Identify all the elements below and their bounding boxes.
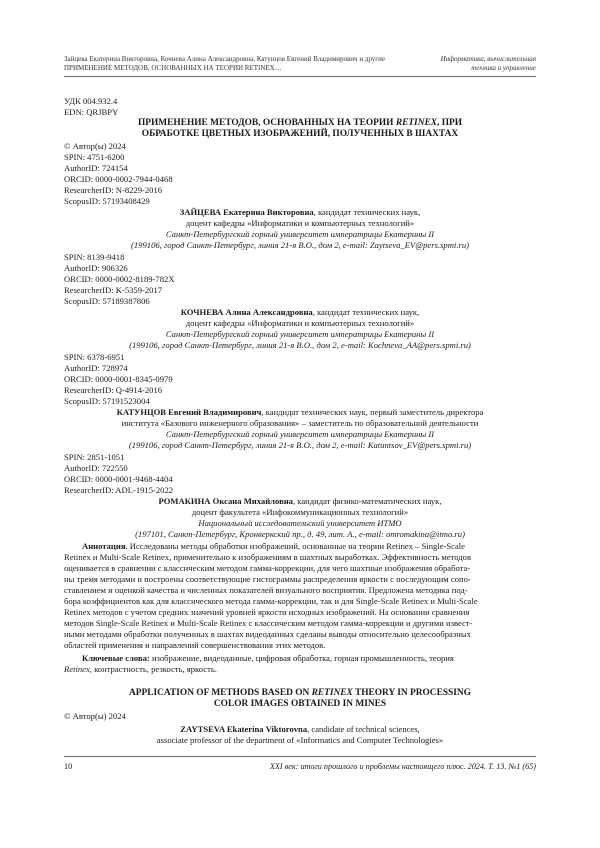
footer-rule [64, 756, 536, 757]
author4-spin: SPIN: 2851-1051 [64, 452, 125, 462]
edn-code: EDN: QRJBPY [64, 107, 119, 117]
udk-code: УДК 004.932.4 [64, 96, 118, 106]
running-header-authors: Зайцева Екатерина Викторовна, Кочнева Алина Александровна, Катунцов Евгений Владимирович и другие [64, 55, 386, 63]
author-en-position: associate professor of the department of «Informatics and Computer Technologies» [156, 735, 444, 745]
author1-position: доцент кафедры «Информатики и компьютерных технологий» [185, 218, 415, 228]
abstract-line-2: Retinex и Multi-Scale Retinex, применительно к изображениям в шахтных выработках. Эффективность методов [64, 552, 472, 562]
author1-name-line: ЗАЙЦЕВА Екатерина Викторовна, кандидат технических наук, [179, 207, 421, 217]
running-header-title: ПРИМЕНЕНИЕ МЕТОДОВ, ОСНОВАННЫХ НА ТЕОРИИ RETINEX… [64, 64, 282, 72]
author-en-name: ZAYTSEVA Ekaterina Viktorovna [180, 724, 308, 734]
keywords-line-2: Retinex, контрастность, резкость, яркость. [64, 664, 217, 674]
abstract-line-7: Retinex методов с учетом средних значений уровней яркости исходных изображений. На основании сравнения [64, 607, 470, 617]
author4-name-line: РОМАКИНА Оксана Михайловна, кандидат физико-математических наук, [158, 496, 442, 506]
author4-authorid: AuthorID: 722550 [64, 463, 128, 473]
author2-orcid: ORCID: 0000-0002-8189-782X [64, 274, 175, 284]
author4-position: доцент факультета «Инфокоммуникационных технологий» [191, 507, 409, 517]
author4-orcid: ORCID: 0000-0001-9468-4404 [64, 474, 173, 484]
abstract-line-6: бора коэффициентов как для классического метода гамма-коррекции, так и для Single-Scale Retinex и Multi-Scale [64, 596, 478, 606]
author4-researcherid: ResearcherID: ADL-1915-2022 [64, 485, 174, 495]
abstract-line-1: Аннотация. Исследованы методы обработки изображений, основанные на теории Retinex – Single-Scale [82, 541, 466, 551]
copyright-en: © Автор(ы) 2024 [64, 711, 126, 721]
author2-researcherid: ResearcherID: K-5359-2017 [64, 285, 163, 295]
author1-researcherid: ResearcherID: N-8229-2016 [64, 185, 163, 195]
header-rule [64, 76, 536, 77]
copyright-ru: © Автор(ы) 2024 [64, 141, 126, 151]
author2-scopusid: ScopusID: 57189387806 [64, 296, 150, 306]
running-header-section-1: Информатика, вычислительная [440, 55, 536, 63]
author4-address: (197101, Санкт-Петербург, Кронверкский пр., д. 49, лит. А., e-mail: omromakina@itmo.ru) [135, 529, 465, 539]
author3-address: (199106, город Санкт-Петербург, линия 21-я В.О., дом 2, e-mail: Katuntsov_EV@pers.spmi.ru) [128, 440, 472, 450]
author-en-name-line: ZAYTSEVA Ekaterina Viktorovna, candidate of technical sciences, [180, 724, 420, 734]
title-ru-line1: ПРИМЕНЕНИЕ МЕТОДОВ, ОСНОВАННЫХ НА ТЕОРИИ RETINEX, ПРИ [137, 118, 462, 128]
author3-scopusid: ScopusID: 57191523004 [64, 396, 150, 406]
author3-name: КАТУНЦОВ Евгений Владимирович [116, 407, 262, 417]
author2-name: КОЧНЕВА Алина Александровна [180, 307, 313, 317]
abstract-line-5: ставлением и оценкой качества и численных показателей визуального восприятия. Предложена методика под- [64, 585, 468, 595]
author2-affiliation: Санкт-Петербургский горный университет императрицы Екатерины II [165, 329, 435, 339]
author2-authorid: AuthorID: 906326 [64, 263, 128, 273]
author3-researcherid: ResearcherID: Q-4914-2016 [64, 385, 163, 395]
author2-position: доцент кафедры «Информатики и компьютерных технологий» [185, 318, 415, 328]
page-number: 10 [64, 762, 73, 771]
running-header-section-2: техника и управление [471, 64, 536, 72]
abstract-line-4: ны тремя методами и построены соответствующие гистограммы распределения яркости с последующим сопо- [64, 574, 471, 584]
abstract-line-3: оценивается в сравнении с классическим методом гамма-коррекции, для чего шахтные изображения обработа- [64, 563, 471, 573]
author3-name-line: КАТУНЦОВ Евгений Владимирович, кандидат технических наук, первый заместитель директора [116, 407, 484, 417]
author3-spin: SPIN: 6378-6951 [64, 352, 125, 362]
author2-address: (199106, город Санкт-Петербург, линия 21-я В.О., дом 2, e-mail: Kochneva_AA@pers.spmi.ru) [129, 340, 471, 350]
abstract-label: Аннотация. [82, 541, 128, 551]
author3-position: института «Базового инженерного образования» – заместитель по образовательной деятельности [121, 418, 479, 428]
author1-scopusid: ScopusID: 57193408429 [64, 196, 150, 206]
abstract-line-10: областей применения и направлений совершенствования этих методов. [64, 640, 326, 650]
author1-orcid: ORCID: 0000-0002-7944-0468 [64, 174, 173, 184]
author1-address: (199106, город Санкт-Петербург, линия 21-я В.О., дом 2, e-mail: Zaytseva_EV@pers.spmi.ru) [131, 240, 469, 250]
keywords-label: Ключевые слова: [82, 653, 150, 663]
abstract-line-9: ными методами обработки полученных в шахтах видеоданных сделаны выводы относительно целесообразных [64, 629, 471, 639]
journal-footer: XXI век: итоги прошлого и проблемы настоящего плюс. 2024. Т. 13. №1 (65) [269, 762, 536, 771]
title-en-line2: COLOR IMAGES OBTAINED IN MINES [213, 699, 387, 709]
author3-authorid: AuthorID: 728974 [64, 363, 128, 373]
author2-spin: SPIN: 8139-9418 [64, 252, 125, 262]
author1-spin: SPIN: 4751-6200 [64, 152, 125, 162]
author1-affiliation: Санкт-Петербургский горный университет императрицы Екатерины II [165, 229, 435, 239]
keywords-line-1: Ключевые слова: изображение, видеоданные, цифровая обработка, горная промышленность, теория [82, 653, 454, 663]
author1-authorid: AuthorID: 724154 [64, 163, 128, 173]
author1-name: ЗАЙЦЕВА Екатерина Викторовна [179, 207, 314, 217]
author4-affiliation: Национальный исследовательский университет ИТМО [198, 518, 402, 528]
title-ru-line2: ОБРАБОТКЕ ЦВЕТНЫХ ИЗОБРАЖЕНИЙ, ПОЛУЧЕННЫХ В ШАХТАХ [141, 129, 459, 139]
author3-orcid: ORCID: 0000-0001-8345-0979 [64, 374, 173, 384]
author2-name-line: КОЧНЕВА Алина Александровна, кандидат технических наук, [180, 307, 420, 317]
author4-name: РОМАКИНА Оксана Михайловна [158, 496, 293, 506]
abstract-line-8: методов Single-Scale Retinex и Multi-Scale Retinex с классическим методом гамма-коррекции и другими извест- [64, 618, 473, 628]
author3-affiliation: Санкт-Петербургский горный университет императрицы Екатерины II [165, 429, 435, 439]
title-en-line1: APPLICATION OF METHODS BASED ON RETINEX THEORY IN PROCESSING [129, 688, 471, 698]
